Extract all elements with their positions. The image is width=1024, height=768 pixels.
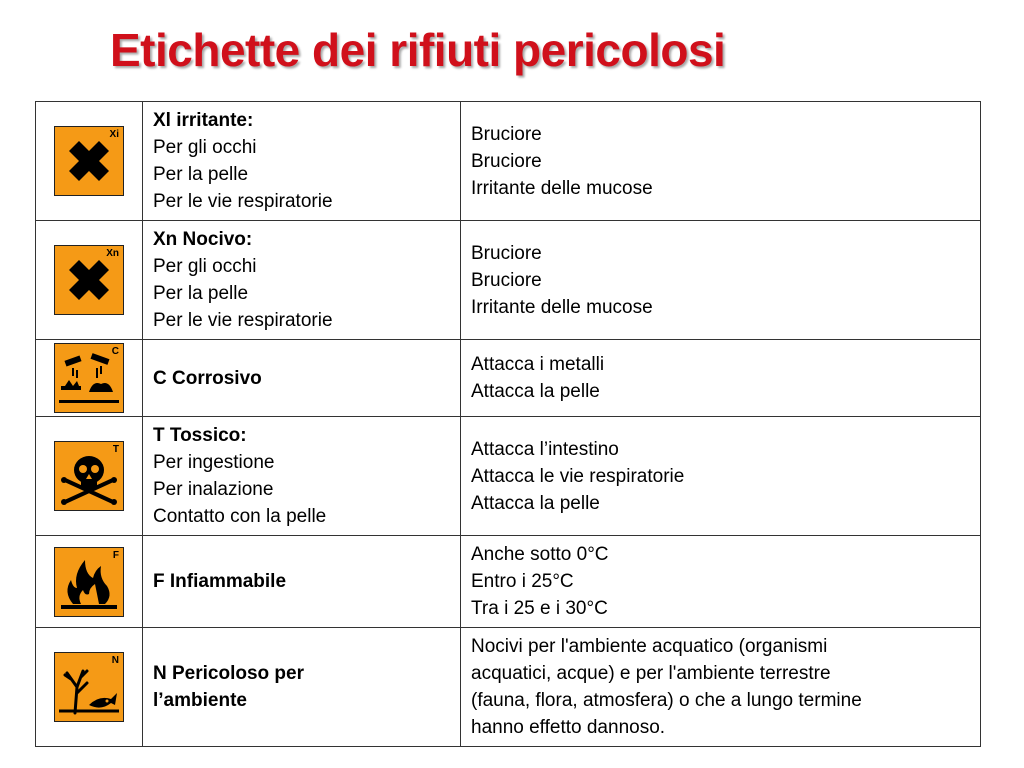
page-title: Etichette dei rifiuti pericolosi (110, 24, 726, 76)
skull-crossbones-icon (54, 441, 124, 511)
hazard-name: l’ambiente (153, 690, 247, 711)
irritant-x-icon (54, 126, 124, 196)
hazard-effect: Attacca le vie respiratorie (471, 465, 685, 487)
hazard-detail: Per gli occhi (153, 256, 257, 277)
hazard-effect: Bruciore (471, 123, 542, 145)
hazard-labels-table (35, 101, 981, 747)
hazard-effect: Anche sotto 0°C (471, 544, 609, 565)
table-row (36, 628, 981, 747)
hazard-effect: Entro i 25°C (471, 571, 574, 592)
symbol-code: Xn (106, 248, 119, 259)
hazard-detail: Per gli occhi (153, 137, 257, 158)
symbol-code: Xi (109, 129, 119, 140)
hazard-effect: hanno effetto dannoso. (471, 717, 666, 738)
hazard-effect: Attacca l’intestino (471, 438, 619, 460)
symbol-code: T (112, 444, 119, 455)
symbol-cell (36, 628, 143, 747)
hazard-detail: Contatto con la pelle (153, 506, 327, 527)
dead-tree-fish-icon (54, 652, 124, 722)
hazard-name-cell (143, 340, 461, 417)
table-row (36, 417, 981, 536)
hazard-name: T Tossico: (153, 425, 247, 446)
hazard-effects-cell (461, 340, 981, 417)
hazard-effect: (fauna, flora, atmosfera) o che a lungo termine (471, 690, 862, 711)
hazard-detail: Per ingestione (153, 452, 275, 473)
table-row (36, 102, 981, 221)
symbol-code: N (111, 655, 119, 666)
symbol-cell (36, 102, 143, 221)
hazard-detail: Per la pelle (153, 283, 249, 304)
hazard-effect: Bruciore (471, 269, 542, 291)
hazard-detail: Per la pelle (153, 164, 249, 185)
hazard-name-cell (143, 221, 461, 340)
hazard-detail: Per le vie respiratorie (153, 191, 333, 212)
table-row (36, 221, 981, 340)
hazard-effects-cell (461, 417, 981, 536)
flame-icon (54, 547, 124, 617)
hazard-name-cell (143, 536, 461, 628)
hazard-name-cell (143, 417, 461, 536)
table-row (36, 340, 981, 417)
harmful-x-icon (54, 245, 124, 315)
hazard-detail: Per le vie respiratorie (153, 310, 333, 331)
hazard-effect: Irritante delle mucose (471, 177, 653, 199)
corrosive-icon (54, 343, 124, 413)
symbol-code: F (112, 549, 119, 561)
hazard-name: Xl irritante: (153, 110, 254, 131)
hazard-name: Xn Nocivo: (153, 229, 253, 250)
hazard-effect: Irritante delle mucose (471, 296, 653, 318)
hazard-effect: Bruciore (471, 242, 542, 264)
hazard-effect: Attacca la pelle (471, 381, 600, 402)
symbol-cell (36, 221, 143, 340)
hazard-effect: Bruciore (471, 150, 542, 172)
symbol-cell (36, 536, 143, 628)
hazard-effects-cell (461, 628, 981, 747)
hazard-name: C Corrosivo (153, 367, 262, 389)
hazard-effect: Attacca la pelle (471, 492, 600, 514)
hazard-effects-cell (461, 221, 981, 340)
table-row (36, 536, 981, 628)
hazard-effect: Nocivi per l'ambiente acquatico (organismi (471, 636, 828, 657)
hazard-name-cell (143, 628, 461, 747)
hazard-name-cell (143, 102, 461, 221)
hazard-effects-cell (461, 102, 981, 221)
hazard-effect: acquatici, acque) e per l'ambiente terrestre (471, 663, 831, 684)
hazard-detail: Per inalazione (153, 479, 274, 500)
hazard-name: F Infiammabile (153, 571, 287, 592)
hazard-effect: Attacca i metalli (471, 354, 605, 375)
hazard-effect: Tra i 25 e i 30°C (471, 598, 608, 619)
symbol-cell (36, 340, 143, 417)
hazard-effects-cell (461, 536, 981, 628)
symbol-cell (36, 417, 143, 536)
hazard-name: N Pericoloso per (153, 663, 304, 684)
symbol-code: C (111, 346, 119, 357)
